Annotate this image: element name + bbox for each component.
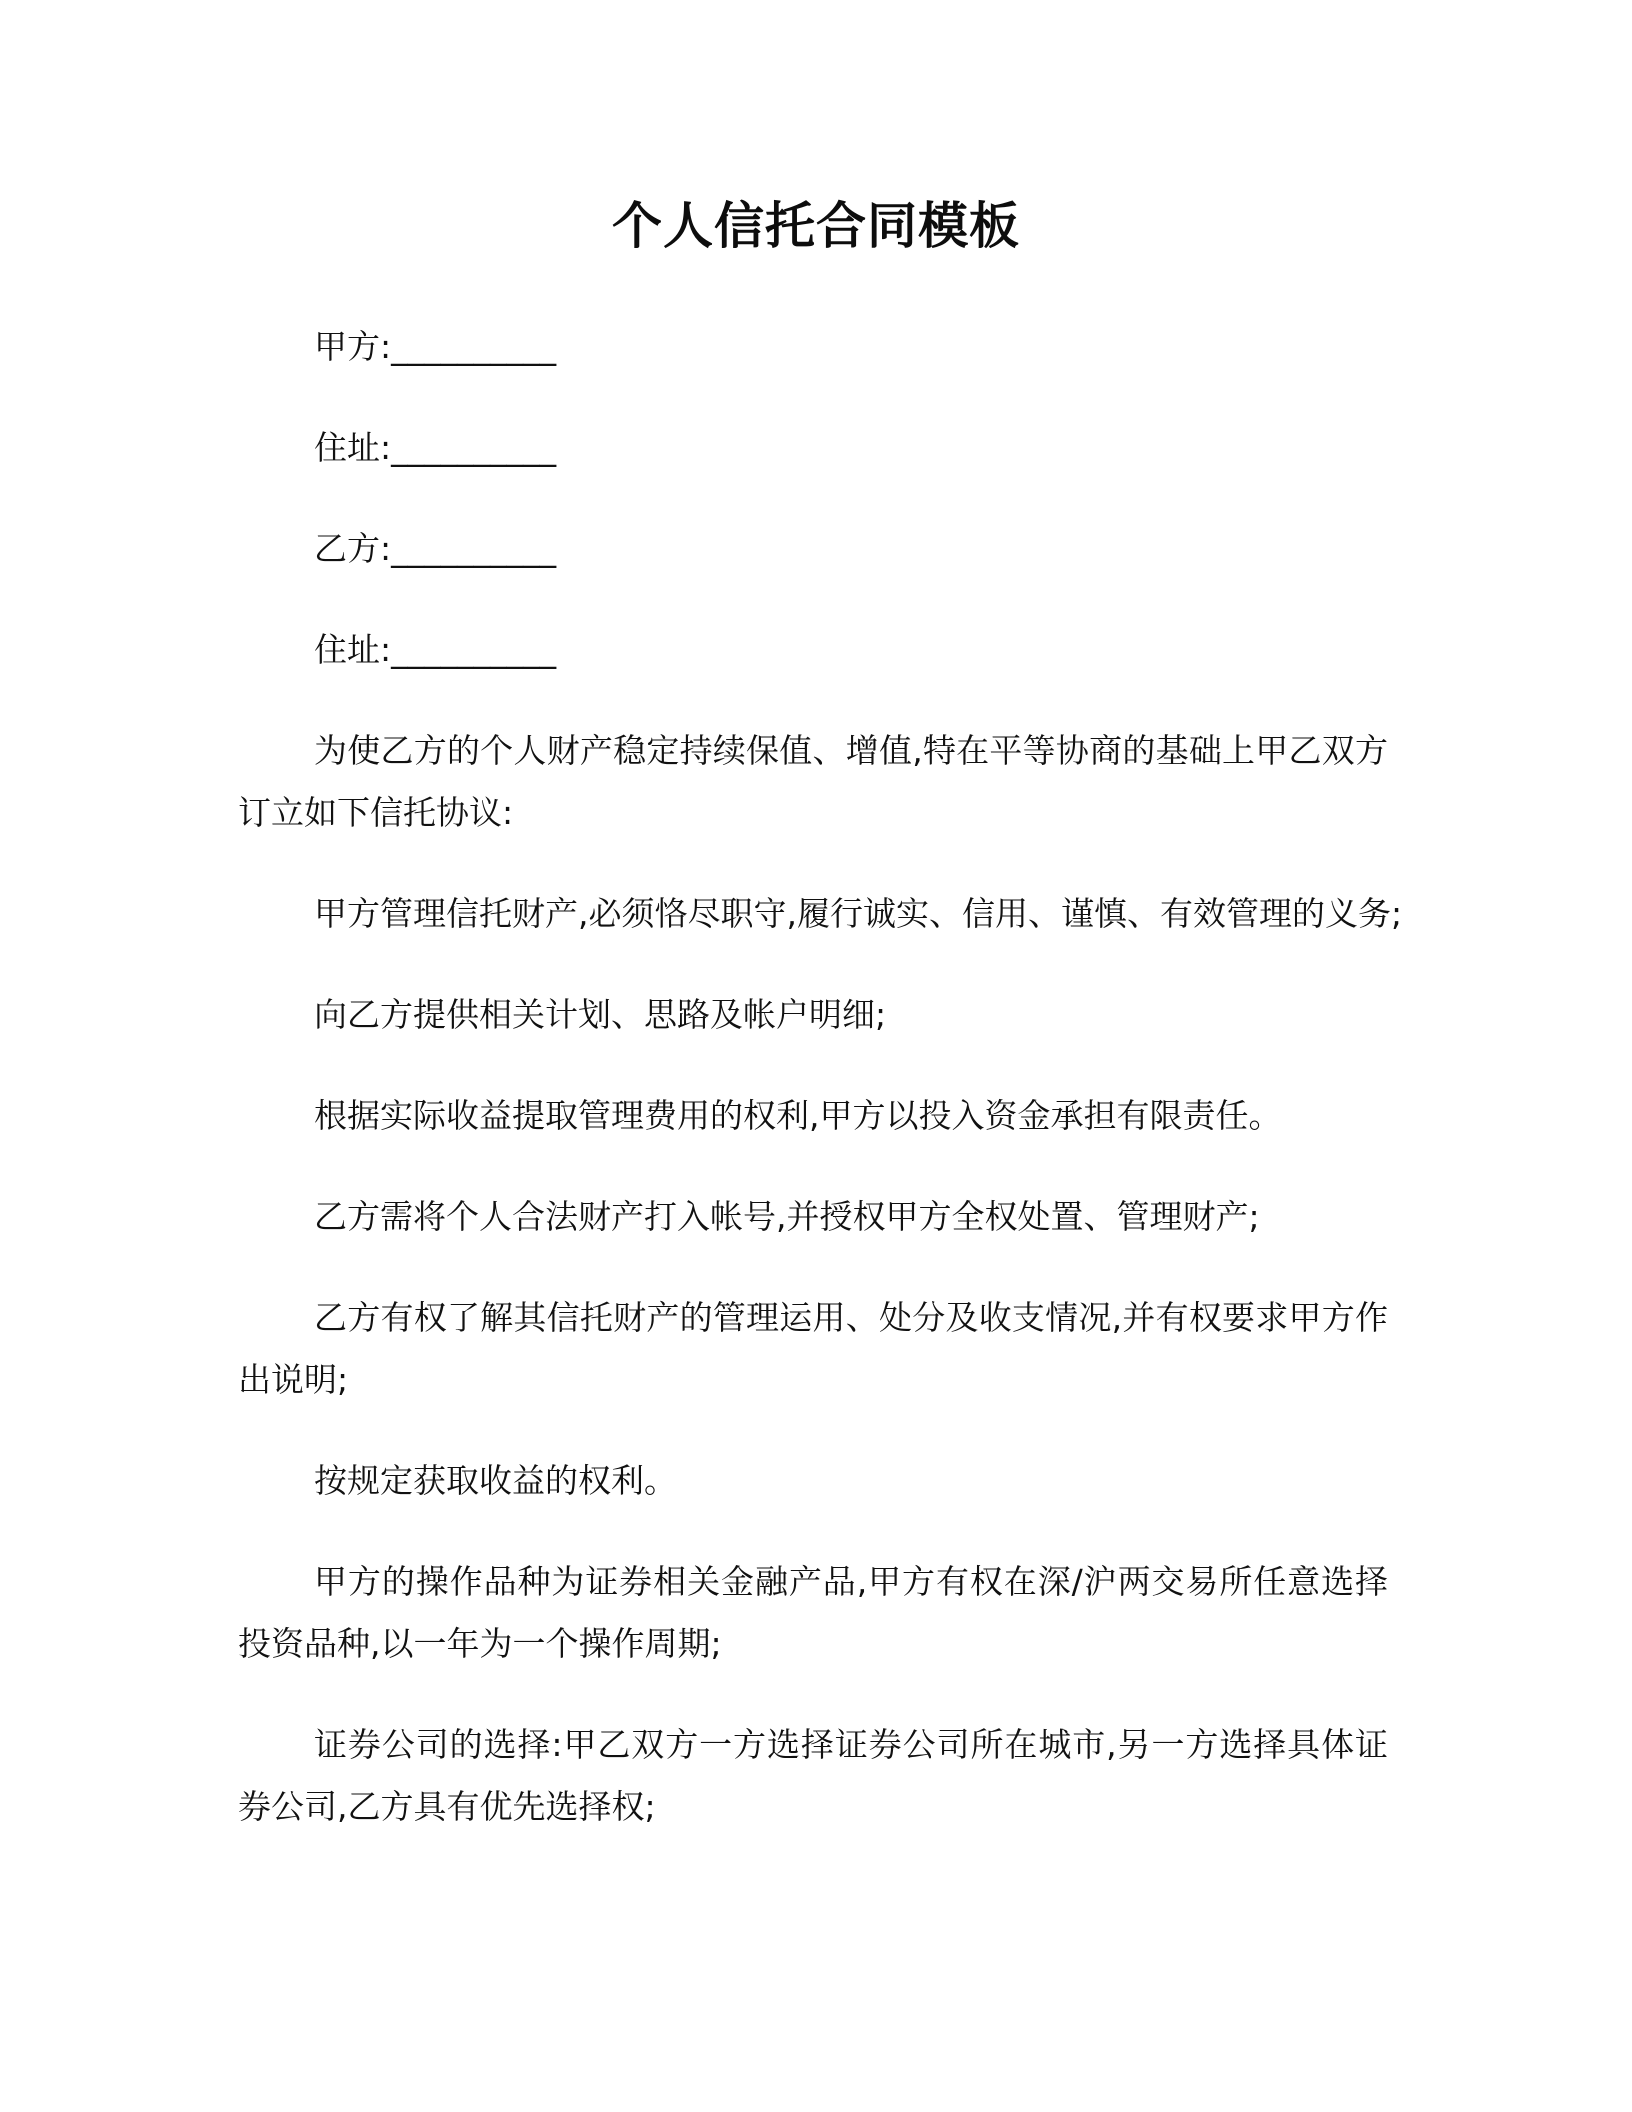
paragraph-earnings-right: 按规定获取收益的权利。: [314, 1461, 677, 1500]
field-blank: __________: [391, 630, 557, 669]
party-a-address-field: [314, 417, 1388, 479]
paragraph-right-to-know: 乙方有权了解其信托财产的管理运用、处分及收支情况,并有权要求甲方作出说明;: [238, 1298, 1388, 1399]
field-label: 住址:: [314, 428, 392, 467]
document-title: 个人信托合同模板: [612, 197, 1020, 255]
paragraph-preamble: 为使乙方的个人财产稳定持续保值、增值,特在平等协商的基础上甲乙双方订立如下信托协议:: [238, 731, 1388, 832]
paragraph-fee-right: 根据实际收益提取管理费用的权利,甲方以投入资金承担有限责任。: [314, 1096, 1282, 1135]
field-label: 乙方:: [314, 529, 392, 568]
party-b-address-field: [314, 619, 1388, 681]
paragraph-transfer-assets: 乙方需将个人合法财产打入帐号,并授权甲方全权处置、管理财产;: [314, 1197, 1260, 1236]
party-b-field: [314, 518, 1388, 580]
field-blank: __________: [391, 428, 557, 467]
document-body: [238, 316, 1403, 1877]
field-blank: __________: [391, 529, 557, 568]
field-blank: __________: [391, 327, 557, 366]
party-a-field: [314, 316, 1388, 378]
paragraph-provide-details: 向乙方提供相关计划、思路及帐户明细;: [314, 995, 887, 1034]
field-label: 住址:: [314, 630, 392, 669]
paragraph-investment-scope: 甲方的操作品种为证券相关金融产品,甲方有权在深/沪两交易所任意选择投资品种,以一年为一个操作周期;: [238, 1562, 1388, 1663]
paragraph-duty: 甲方管理信托财产,必须恪尽职守,履行诚实、信用、谨慎、有效管理的义务;: [314, 894, 1403, 933]
paragraph-broker-selection: 证券公司的选择:甲乙双方一方选择证券公司所在城市,另一方选择具体证券公司,乙方具有优先选择权;: [238, 1725, 1388, 1826]
field-label: 甲方:: [314, 327, 392, 366]
